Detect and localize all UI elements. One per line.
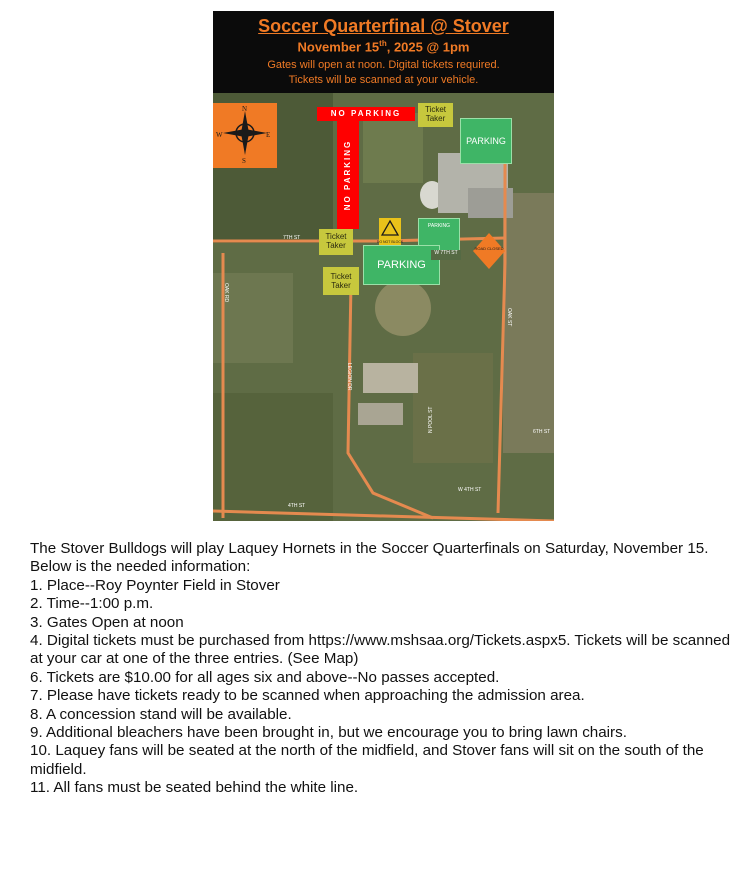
ticket-taker-west: Ticket Taker bbox=[319, 229, 353, 255]
list-item: 6. Tickets are $10.00 for all ages six and above--No passes accepted. bbox=[30, 668, 500, 686]
list-item: 8. A concession stand will be available. bbox=[30, 705, 292, 723]
list-item: 1. Place--Roy Poynter Field in Stover bbox=[30, 576, 280, 594]
intro-paragraph: The Stover Bulldogs will play Laquey Hornets in the Soccer Quarterfinals on Saturday, November 15. Below is the needed information: bbox=[30, 540, 709, 576]
map-date bbox=[213, 39, 554, 54]
no-parking-horizontal: NO PARKING bbox=[317, 107, 415, 121]
street-7th: 7TH ST bbox=[283, 235, 301, 241]
compass-e: E bbox=[266, 131, 271, 139]
compass-rose-icon bbox=[213, 103, 277, 168]
list-item: 9. Additional bleachers have been brought in, but we encourage you to bring lawn chairs. bbox=[30, 724, 627, 742]
street-oak-st: OAK ST bbox=[506, 308, 512, 327]
list-item-tickets-link: 4. Digital tickets must be purchased from https://www.mshsaa.org/Tickets.aspx5. Tickets will be scanned at your car at one of the three entries. (See Map) bbox=[30, 632, 731, 668]
date-suffix: th bbox=[379, 39, 387, 48]
date-main: November 15 bbox=[297, 39, 380, 55]
compass-w: W bbox=[216, 131, 223, 139]
info-list bbox=[30, 577, 740, 798]
street-6th: 6TH ST bbox=[533, 429, 551, 435]
court-1 bbox=[363, 363, 418, 393]
compass-n: N bbox=[242, 105, 248, 113]
ticket-taker-north: Ticket Taker bbox=[418, 103, 453, 127]
street-4th: 4TH ST bbox=[288, 503, 306, 509]
date-rest: , 2025 @ 1pm bbox=[386, 39, 470, 55]
street-w4th: W 4TH ST bbox=[458, 487, 482, 493]
list-item: 11. All fans must be seated behind the white line. bbox=[30, 779, 359, 797]
event-information bbox=[30, 540, 740, 798]
road-closed-text: ROAD CLOSED bbox=[474, 246, 504, 251]
list-item: 3. Gates Open at noon bbox=[30, 613, 184, 631]
do-not-block-text: DO NOT BLOCK bbox=[376, 240, 404, 244]
terrain-town-s bbox=[413, 353, 493, 463]
list-item: 2. Time--1:00 p.m. bbox=[30, 595, 154, 613]
gates-note: Gates will open at noon. Digital tickets required. bbox=[267, 59, 500, 71]
court-2 bbox=[358, 403, 403, 425]
parking-small: PARKING bbox=[418, 218, 460, 252]
terrain-dirt-area bbox=[375, 280, 431, 336]
list-item: 7. Please have tickets ready to be scanned when approaching the admission area. bbox=[30, 687, 585, 705]
list-item: 10. Laquey fans will be seated at the north of the midfield, and Stover fans will sit on the south of the midfield. bbox=[30, 742, 704, 778]
no-parking-vertical-text: NO PARKING bbox=[343, 139, 352, 211]
event-map-flyer bbox=[213, 11, 554, 521]
compass-s: S bbox=[242, 157, 246, 165]
terrain-woods-sw bbox=[213, 393, 333, 521]
scan-note: Tickets will be scanned at your vehicle. bbox=[288, 74, 479, 86]
parking-main: PARKING bbox=[363, 245, 440, 285]
street-pool: N POOL ST bbox=[428, 406, 434, 433]
w-7th-st-label: W 7TH ST bbox=[431, 250, 461, 260]
do-not-block-sign bbox=[377, 218, 404, 246]
parking-northeast: PARKING bbox=[460, 118, 512, 164]
street-legion: LEGION DR bbox=[346, 363, 352, 391]
street-oak-rd: OAK RD bbox=[223, 283, 229, 303]
terrain-field-n bbox=[363, 113, 423, 183]
map-header bbox=[213, 11, 554, 93]
map-title: Soccer Quarterfinal @ Stover bbox=[258, 16, 509, 36]
ticket-taker-south: Ticket Taker bbox=[323, 267, 359, 295]
no-parking-vertical bbox=[337, 121, 359, 229]
